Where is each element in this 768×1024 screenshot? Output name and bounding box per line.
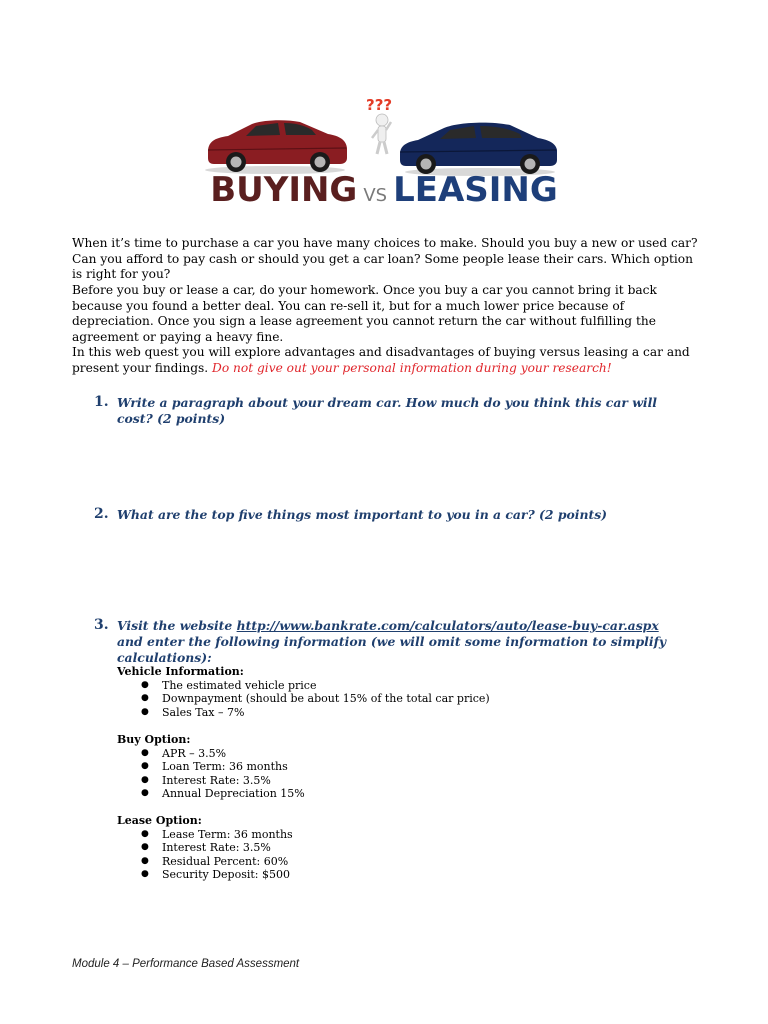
question-text-after: and enter the following information (we will omit some information to simplify calculations): (117, 634, 667, 665)
bullet-icon: ● (141, 693, 149, 704)
thinking-figure-icon (366, 96, 392, 154)
question-text (94, 618, 674, 666)
title-leasing: LEASING (393, 170, 558, 210)
bullet-icon: ● (141, 747, 149, 758)
buy-option-section (117, 733, 617, 801)
question-1 (94, 395, 674, 427)
list-item: ● APR – 3.5% (141, 746, 227, 760)
list-item: ● Interest Rate: 3.5% (141, 773, 271, 787)
bullet-icon: ● (141, 679, 149, 690)
title-vs: VS (363, 185, 388, 206)
bullet-icon: ● (141, 828, 149, 839)
list-item: ● Interest Rate: 3.5% (141, 841, 271, 855)
bullet-icon: ● (141, 855, 149, 866)
list-item: ● Residual Percent: 60% (141, 854, 289, 868)
question-marks: ??? (366, 96, 393, 114)
vehicle-information-section (117, 665, 617, 719)
bullet-icon: ● (141, 788, 149, 799)
question-text-before: Visit the website (117, 618, 233, 633)
question-3 (94, 618, 674, 666)
section-heading: Vehicle Information: (117, 665, 244, 678)
question-text: What are the top five things most important to you in a car? (2 points) (117, 507, 608, 522)
question-number: 1. (94, 394, 109, 410)
webquest-paragraph (72, 345, 702, 376)
homework-paragraph: Before you buy or lease a car, do your homework. Once you buy a car you cannot bring it back because you found a better deal. You can re-sell it, but for a much lower price because of depreciation. Once you sign a lease agreement you cannot return the car without fulfilling the agreement or paying a heavy fine. (72, 283, 657, 344)
red-car-icon (205, 120, 347, 174)
page-title (0, 170, 768, 210)
cars-illustration (200, 92, 570, 182)
question-text: Write a paragraph about your dream car. How much do you think this car will cost? (2 points) (117, 395, 657, 426)
list-item: ● The estimated vehicle price (141, 678, 317, 692)
lease-option-section (117, 814, 617, 882)
blue-car-icon (400, 123, 557, 176)
bankrate-link[interactable]: http://www.bankrate.com/calculators/auto/lease-buy-car.aspx (236, 618, 659, 633)
question-number: 2. (94, 506, 109, 522)
section-heading: Buy Option: (117, 733, 191, 746)
list-item: ● Downpayment (should be about 15% of the total car price) (141, 692, 490, 706)
section-heading: Lease Option: (117, 814, 202, 827)
question-number: 3. (94, 617, 109, 633)
question-2 (94, 507, 674, 523)
bullet-icon: ● (141, 706, 149, 717)
list-item: ● Security Deposit: $500 (141, 868, 290, 882)
bullet-icon: ● (141, 842, 149, 853)
intro-paragraph: When it’s time to purchase a car you have many choices to make. Should you buy a new or used car? Can you afford to pay cash or should you get a car loan? Some people lease their cars. Which option is right for you? (72, 236, 698, 281)
list-item: ● Loan Term: 36 months (141, 760, 288, 774)
list-item: ● Annual Depreciation 15% (141, 787, 305, 801)
bullet-icon: ● (141, 761, 149, 772)
bullet-icon: ● (141, 774, 149, 785)
title-buying: BUYING (210, 170, 358, 210)
bullet-icon: ● (141, 869, 149, 880)
list-item: ● Sales Tax – 7% (141, 705, 245, 719)
page-footer: Module 4 – Performance Based Assessment (72, 958, 300, 970)
webquest-text: In this web quest you will explore advantages and disadvantages of buying versus leasing a car and present your findings. (72, 345, 690, 375)
list-item: ● Lease Term: 36 months (141, 827, 293, 841)
warning-text: Do not give out your personal information during your research! (212, 360, 612, 375)
